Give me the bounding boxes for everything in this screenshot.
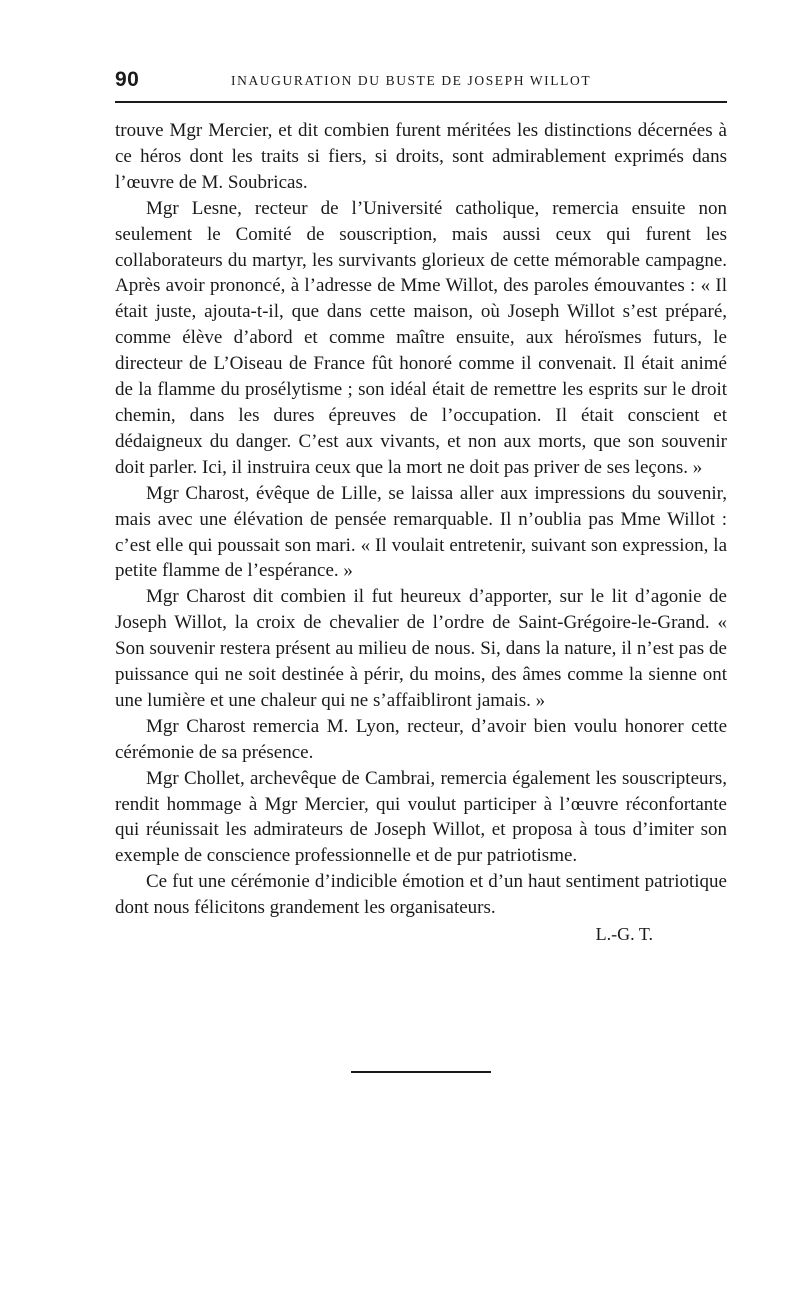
- book-page: [115, 66, 727, 945]
- paragraph-4: Mgr Charost dit combien il fut heureux d’apporter, sur le lit d’agonie de Joseph Willot, la croix de chevalier de l’ordre de Saint-Grégoire-le-Grand. « Son souvenir restera présent au milieu de nous. Si, dans la nature, il n’est pas de puissance qui ne soit destinée à périr, du moins, des âmes comme la sienne ont une lumière et une chaleur qui ne s’affaibliront jamais. »: [115, 586, 727, 711]
- end-rule: [351, 1071, 491, 1073]
- running-title: INAUGURATION DU BUSTE DE JOSEPH WILLOT: [231, 73, 592, 88]
- page-header: [115, 66, 727, 96]
- paragraph-6: Mgr Chollet, archevêque de Cambrai, remercia également les souscripteurs, rendit hommage à Mgr Mercier, qui voulut participer à l’œuvre réconfortante qui réunissait les admirateurs de Joseph Willot, et proposa à tous d’imiter son exemple de conscience professionnelle et de pur patriotisme.: [115, 767, 727, 867]
- paragraph-7: Ce fut une cérémonie d’indicible émotion et d’un haut sentiment patriotique dont nous félicitons grandement les organisateurs.: [115, 871, 727, 919]
- header-rule: [115, 101, 727, 103]
- body-text: [115, 118, 727, 947]
- paragraph-3: Mgr Charost, évêque de Lille, se laissa aller aux impressions du souvenir, mais avec une élévation de pensée remarquable. Il n’oublia pas Mme Willot : c’est elle qui poussait son mari. « Il voulait entretenir, suivant son expression, la petite flamme de l’espérance. »: [115, 482, 727, 582]
- paragraph-2: Mgr Lesne, recteur de l’Université catholique, remercia ensuite non seulement le Comité de souscription, mais aussi ceux qui furent les collaborateurs du martyr, les survivants glorieux de cette mémorable campagne. Après avoir prononcé, à l’adresse de Mme Willot, des paroles émouvantes : « Il était juste, ajouta-t-il, que dans cette maison, où Joseph Willot s’est préparé, comme élève d’abord et comme maître ensuite, aux héroïsmes futurs, le directeur de L’Oiseau de France fût honoré comme il convenait. Il était animé de la flamme du prosélytisme ; son idéal était de remettre les esprits sur le droit chemin, dans les dures épreuves de l’occupation. Il était conscient et dédaigneux du danger. C’est aux vivants, et non aux morts, que son souvenir doit parler. Ici, il instruira ceux que la mort ne doit pas priver de ses leçons. »: [115, 197, 727, 478]
- paragraph-5: Mgr Charost remercia M. Lyon, recteur, d’avoir bien voulu honorer cette cérémonie de sa présence.: [115, 715, 727, 763]
- paragraph-1: trouve Mgr Mercier, et dit combien furent méritées les distinctions décernées à ce héros dont les traits si fiers, si droits, sont admirablement exprimés dans l’œuvre de M. Soubricas.: [115, 120, 727, 193]
- author-signature: L.-G. T.: [595, 924, 653, 945]
- page-number: 90: [115, 68, 140, 91]
